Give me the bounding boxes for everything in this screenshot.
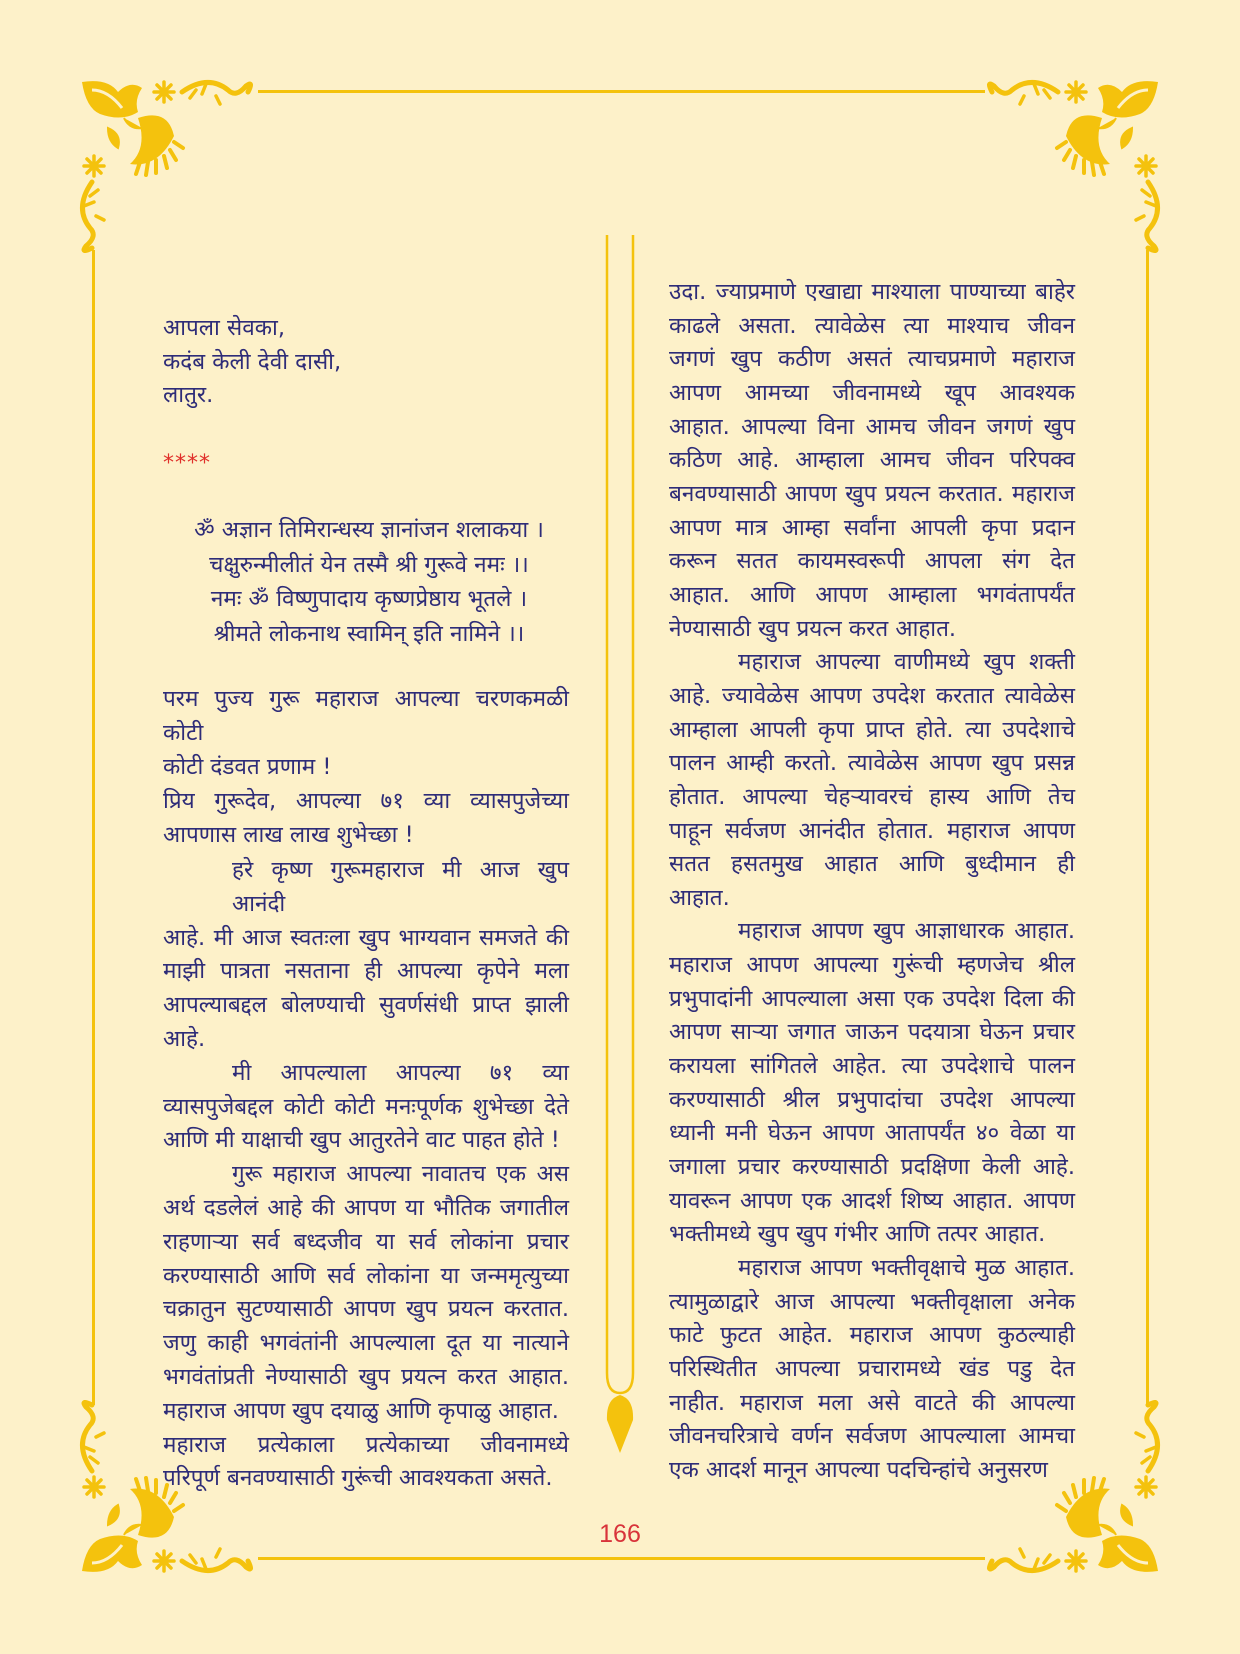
text-line: काढले असता. त्यावेळेस त्या माश्याच जीवन	[669, 312, 1075, 339]
text-line: मी आपल्याला आपल्या ७१ व्या	[232, 1059, 569, 1086]
signature-line: आपला सेवका,	[163, 315, 285, 341]
text-line: सतत हसतमुख आहात आणि बुध्दीमान ही	[669, 851, 1075, 878]
signature-line: लातुर.	[163, 382, 214, 408]
text-line: परिस्थितीत आपल्या प्रचारामध्ये खंड पडु देत	[669, 1356, 1075, 1382]
text-line: करायला सांगितले आहेत. त्या उपदेशाचे पालन	[669, 1053, 1075, 1080]
verse-line: चक्षुरुन्मीलीतं येन तस्मै श्री गुरूवे नमः ।।	[209, 551, 529, 578]
text-line: उदा. ज्याप्रमाणे एखाद्या माश्याला पाण्याच्या बाहेर	[669, 279, 1075, 305]
text-line: पालन आम्ही करतो. त्यावेळेस आपण खुप प्रसन्न	[669, 750, 1075, 777]
text-line: पाहून सर्वजण आनंदीत होतात. महाराज आपण	[669, 817, 1075, 844]
text-line: महाराज प्रत्येकाला प्रत्येकाच्या जीवनामध्ये	[163, 1431, 569, 1458]
text-line: भगवंतांप्रती नेण्यासाठी खुप प्रयत्न करत आहात.	[163, 1363, 569, 1390]
text-line: महाराज आपण भक्तीवृक्षाचे मुळ आहात.	[738, 1255, 1075, 1282]
text-line: आहे. ज्यावेळेस आपण उपदेश करतात त्यावेळेस	[669, 682, 1075, 709]
text-line: आपण आमच्या जीवनामध्ये खूप आवश्यक	[669, 379, 1075, 406]
right-column	[669, 0, 1075, 1654]
text-line: बनवण्यासाठी आपण खुप प्रयत्न करतात. महाराज	[669, 480, 1075, 507]
text-line: नेण्यासाठी खुप प्रयत्न करत आहात.	[669, 615, 957, 642]
text-line: कठिण आहे. आम्हाला आमच जीवन परिपक्व	[669, 447, 1075, 474]
paragraph	[163, 784, 569, 852]
text-line: नाहीत. महाराज मला असे वाटते की आपल्या	[669, 1389, 1075, 1416]
paragraph	[163, 1057, 569, 1158]
text-line: चक्रातुन सुटण्यासाठी आपण खुप प्रयत्न करतात.	[163, 1296, 569, 1323]
text-line: करून सतत कायमस्वरूपी आपला संग देत	[669, 548, 1075, 575]
section-separator-stars: ****	[163, 451, 211, 476]
text-line: भक्तीमध्ये खुप खुप गंभीर आणि तत्पर आहात.	[669, 1221, 1046, 1248]
text-line: प्रभुपादांनी आपल्याला असा एक उपदेश दिला की	[669, 985, 1075, 1012]
paragraph	[163, 1158, 569, 1428]
text-line: परिपूर्ण बनवण्यासाठी गुरूंची आवश्यकता असते.	[163, 1465, 553, 1492]
text-line: करण्यासाठी आणि सर्व लोकांना या जन्ममृत्युच्या	[163, 1262, 569, 1289]
text-line: आम्हाला आपली कृपा प्राप्त होते. त्या उपदेशाचे	[669, 716, 1075, 743]
page-number: 166	[599, 1520, 641, 1548]
text-line: गुरू महाराज आपल्या नावातच एक अस	[232, 1161, 569, 1188]
text-line: यावरून आपण एक आदर्श शिष्य आहात. आपण	[669, 1187, 1075, 1214]
text-line: आपल्याबद्दल बोलण्याची सुवर्णसंधी प्राप्त झाली	[163, 992, 569, 1019]
text-line: जीवनचरित्राचे वर्णन सर्वजण आपल्याला आमचा	[669, 1423, 1075, 1450]
divider-drop-ornament	[607, 1395, 633, 1453]
frame-left-rule	[92, 250, 95, 1405]
text-line: जगाला प्रचार करण्यासाठी प्रदक्षिणा केली आहे.	[669, 1154, 1075, 1181]
text-line: ध्यानी मनी घेऊन आपण आतापर्यंत ४० वेळा या	[669, 1120, 1075, 1147]
text-line: महाराज आपण खुप आज्ञाधारक आहात.	[738, 918, 1075, 945]
text-line: परम पुज्य गुरू महाराज आपल्या चरणकमळी कोटी	[163, 686, 569, 746]
text-line: राहणाऱ्या सर्व बध्दजीव या सर्व लोकांना प्रचार	[163, 1228, 569, 1255]
verse-line: श्रीमते लोकनाथ स्वामिन् इति नामिने ।।	[213, 620, 525, 647]
letter-body-right	[669, 276, 1075, 1488]
text-line: एक आदर्श मानून आपल्या पदचिन्हांचे अनुसरण	[669, 1456, 1048, 1483]
text-line: व्यासपुजेबद्दल कोटी कोटी मनःपूर्णक शुभेच्छा देते	[163, 1093, 569, 1120]
text-line: महाराज आपल्या वाणीमध्ये खुप शक्ती	[738, 649, 1075, 676]
text-line: आपण मात्र आम्हा सर्वांना आपली कृपा प्रदान	[669, 514, 1075, 541]
text-line: महाराज आपण आपल्या गुरूंची म्हणजेच श्रील	[669, 952, 1075, 979]
paragraph	[163, 682, 569, 784]
paragraph	[669, 1252, 1075, 1488]
paragraph	[163, 854, 569, 1057]
left-column	[163, 0, 569, 1654]
text-line: आहात. आणि आपण आम्हाला भगवंतापर्यंत	[669, 581, 1075, 608]
text-line: आहे.	[163, 1025, 206, 1052]
sanskrit-verse	[169, 513, 569, 651]
text-line: कोटी दंडवत प्रणाम !	[163, 754, 332, 780]
text-line: प्रिय गुरूदेव, आपल्या ७१ व्या व्यासपुजेच्या	[163, 788, 569, 814]
text-line: अर्थ दडलेलं आहे की आपण या भौतिक जगातील	[163, 1194, 569, 1221]
letter-body-left	[163, 854, 569, 1496]
verse-line: ॐ अज्ञान तिमिरान्धस्य ज्ञानांजन शलाकया ।	[194, 517, 544, 543]
greeting-block	[163, 682, 569, 852]
text-line: जगणं खुप कठीण असतं त्याचप्रमाणे महाराज	[669, 346, 1075, 373]
paragraph	[669, 276, 1075, 646]
text-line: आहे. मी आज स्वतःला खुप भाग्यवान समजते की	[163, 924, 569, 951]
text-line: जणु काही भगवंतांनी आपल्याला दूत या नात्याने	[163, 1330, 569, 1357]
signature-line: कदंब केली देवी दासी,	[163, 348, 342, 375]
text-line: करण्यासाठी श्रील प्रभुपादांचा उपदेश आपल्या	[669, 1086, 1075, 1113]
text-line: आपणास लाख लाख शुभेच्छा !	[163, 822, 414, 848]
text-line: माझी पात्रता नसताना ही आपल्या कृपेने मला	[163, 958, 569, 985]
text-line: होतात. आपल्या चेहऱ्यावरचं हास्य आणि तेच	[669, 783, 1075, 810]
column-divider	[596, 235, 644, 1457]
verse-line: नमः ॐ विष्णुपादाय कृष्णप्रेष्ठाय भूतले ।	[210, 586, 528, 612]
paragraph	[669, 915, 1075, 1252]
text-line: महाराज आपण खुप दयाळु आणि कृपाळु आहात.	[163, 1397, 559, 1424]
text-line: हरे कृष्ण गुरूमहाराज मी आज खुप आनंदी	[232, 857, 569, 917]
text-line: त्यामुळाद्वारे आज आपल्या भक्तीवृक्षाला अनेक	[669, 1288, 1075, 1315]
frame-right-rule	[1146, 250, 1149, 1405]
text-line: आहात. आपल्या विना आमच जीवन जगणं खुप	[669, 413, 1075, 440]
paragraph	[669, 646, 1075, 915]
paragraph	[163, 1429, 569, 1497]
text-line: आहात.	[669, 884, 730, 911]
text-line: फाटे फुटत आहेत. महाराज आपण कुठल्याही	[669, 1322, 1075, 1349]
signature-block	[163, 312, 569, 413]
text-line: आपण साऱ्या जगात जाऊन पदयात्रा घेऊन प्रचार	[669, 1019, 1075, 1046]
text-line: आणि मी याक्षाची खुप आतुरतेने वाट पाहत होते !	[163, 1127, 560, 1154]
